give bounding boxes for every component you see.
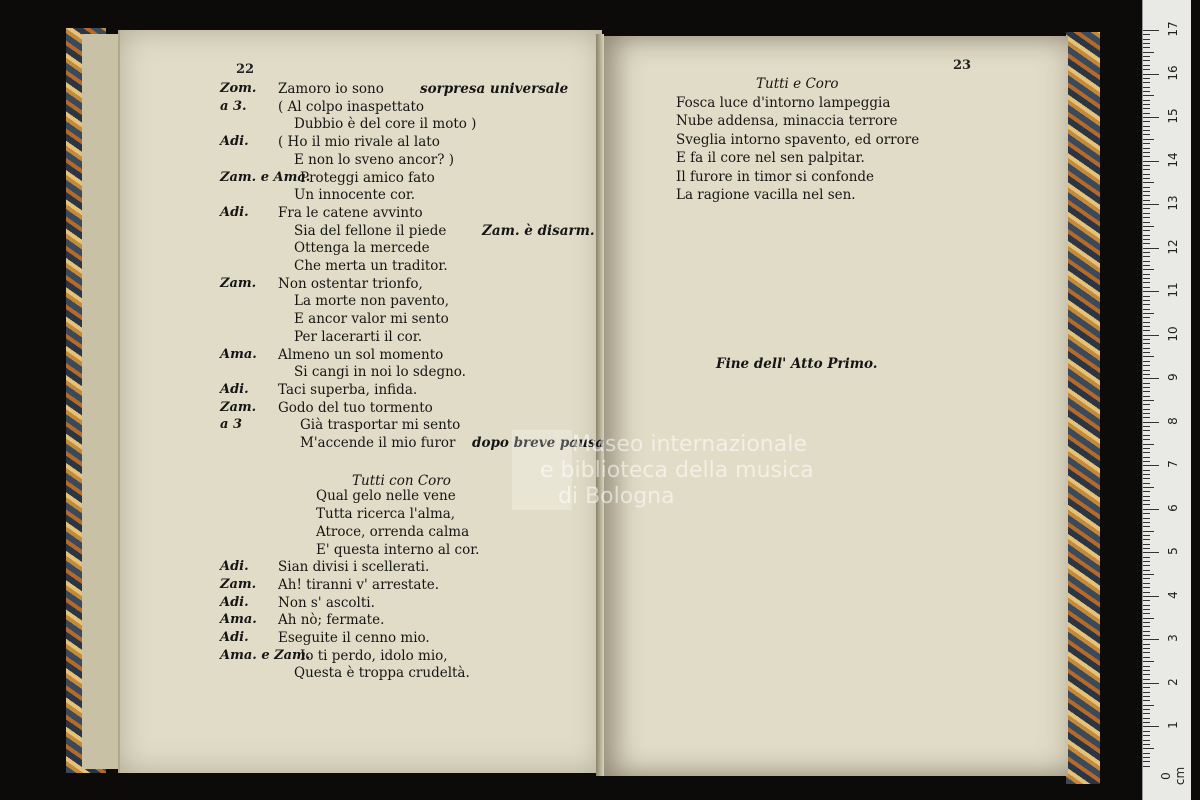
ruler-tick bbox=[1143, 296, 1150, 297]
ruler-tick bbox=[1143, 504, 1150, 505]
ruler-tick bbox=[1143, 174, 1150, 175]
verse-line: Proteggi amico fato bbox=[300, 169, 435, 186]
ruler-tick bbox=[1143, 56, 1150, 57]
ruler-tick bbox=[1143, 195, 1150, 196]
ruler-tick bbox=[1143, 570, 1150, 571]
watermark-line-3: di Bologna bbox=[558, 484, 675, 509]
ruler-tick bbox=[1143, 574, 1154, 575]
ruler-tick bbox=[1143, 587, 1150, 588]
verse-line: Ottenga la mercede bbox=[294, 240, 430, 257]
ruler-tick bbox=[1143, 679, 1150, 680]
speaker-label: a 3 bbox=[220, 417, 242, 433]
ruler-tick bbox=[1143, 457, 1150, 458]
ruler-tick bbox=[1143, 256, 1150, 257]
ruler-tick bbox=[1143, 661, 1154, 662]
ruler-tick bbox=[1143, 317, 1150, 318]
speaker-label: Adi. bbox=[220, 381, 249, 397]
speaker-label: Adi. bbox=[220, 559, 249, 575]
speaker-label: Adi. bbox=[220, 630, 249, 645]
speaker-label: a 3. bbox=[220, 98, 247, 114]
ruler-tick bbox=[1143, 478, 1150, 479]
ruler-number: 15 bbox=[1166, 108, 1180, 124]
verse-line: M'accende il mio furor bbox=[300, 435, 456, 451]
ruler-tick bbox=[1143, 426, 1150, 427]
ruler-tick bbox=[1143, 365, 1150, 366]
ruler-number: 11 bbox=[1166, 282, 1180, 298]
ruler-tick bbox=[1143, 631, 1150, 632]
ruler-tick bbox=[1143, 148, 1150, 149]
ruler-tick bbox=[1143, 213, 1150, 214]
verse-line: E fa il core nel sen palpitar. bbox=[676, 150, 865, 167]
ruler-tick bbox=[1143, 713, 1150, 714]
ruler-tick bbox=[1143, 309, 1150, 310]
ruler-tick bbox=[1143, 518, 1150, 519]
ruler-tick bbox=[1143, 169, 1150, 170]
ruler-tick bbox=[1143, 430, 1150, 431]
ruler-tick bbox=[1143, 39, 1150, 40]
book-gutter bbox=[596, 34, 604, 776]
ruler-tick bbox=[1143, 718, 1150, 719]
ruler-tick bbox=[1143, 740, 1150, 741]
verse-line: Per lacerarti il cor. bbox=[294, 328, 422, 345]
speaker-label: Zam. bbox=[220, 399, 257, 415]
ruler-tick bbox=[1143, 330, 1150, 331]
ruler-tick bbox=[1143, 483, 1150, 484]
ruler-tick bbox=[1143, 204, 1159, 205]
ruler-tick bbox=[1143, 692, 1150, 693]
ruler-tick bbox=[1143, 343, 1150, 344]
ruler-tick bbox=[1143, 522, 1150, 523]
verse-line: Già trasportar mi sento bbox=[300, 417, 461, 434]
ruler-tick bbox=[1143, 409, 1150, 410]
ruler-tick bbox=[1143, 152, 1150, 153]
watermark-line-1: Museo internazionale bbox=[572, 432, 807, 457]
ruler-tick bbox=[1143, 113, 1150, 114]
ruler-tick bbox=[1143, 300, 1150, 301]
ruler-tick bbox=[1143, 544, 1150, 545]
ruler-tick bbox=[1143, 361, 1150, 362]
ruler-tick bbox=[1143, 487, 1154, 488]
ruler-tick bbox=[1143, 100, 1150, 101]
ruler-tick bbox=[1143, 60, 1150, 61]
speaker-label: Adi. bbox=[220, 134, 249, 150]
ruler-tick bbox=[1143, 417, 1150, 418]
ruler-tick bbox=[1143, 30, 1159, 31]
verse-line: Si cangi in noi lo sdegno. bbox=[294, 364, 466, 381]
ruler-tick bbox=[1143, 618, 1154, 619]
ruler-tick bbox=[1143, 735, 1150, 736]
ruler-tick bbox=[1143, 413, 1150, 414]
ruler-tick bbox=[1143, 217, 1150, 218]
end-of-act-text: Fine dell' Atto Primo. bbox=[716, 356, 878, 372]
ruler-tick bbox=[1143, 222, 1150, 223]
ruler-tick bbox=[1143, 278, 1150, 279]
ruler-tick bbox=[1143, 531, 1154, 532]
verse-line: ( Al colpo inaspettato bbox=[278, 98, 425, 115]
ruler-tick bbox=[1143, 187, 1150, 188]
ruler-tick bbox=[1143, 448, 1150, 449]
ruler-tick bbox=[1143, 561, 1150, 562]
ruler-tick bbox=[1143, 726, 1159, 727]
ruler-tick bbox=[1143, 134, 1150, 135]
ruler-tick bbox=[1143, 535, 1150, 536]
ruler-tick bbox=[1143, 387, 1150, 388]
ruler-tick bbox=[1143, 652, 1150, 653]
ruler-tick bbox=[1143, 600, 1150, 601]
ruler-tick bbox=[1143, 391, 1150, 392]
speaker-label: Adi. bbox=[220, 594, 249, 610]
ruler-tick bbox=[1143, 117, 1159, 118]
ruler-tick bbox=[1143, 444, 1154, 445]
ruler-number: 10 bbox=[1166, 326, 1180, 342]
ruler-tick bbox=[1143, 383, 1150, 384]
ruler-tick bbox=[1143, 491, 1150, 492]
ruler-tick bbox=[1143, 165, 1150, 166]
ruler-tick bbox=[1143, 470, 1150, 471]
ruler-tick bbox=[1143, 539, 1150, 540]
ruler-number: 1 bbox=[1166, 721, 1180, 730]
ruler-tick bbox=[1143, 126, 1150, 127]
ruler-tick bbox=[1143, 348, 1150, 349]
ruler-tick bbox=[1143, 753, 1150, 754]
verse-line: Non s' ascolti. bbox=[278, 594, 375, 611]
ruler-tick bbox=[1143, 226, 1154, 227]
ruler-tick bbox=[1143, 461, 1150, 462]
ruler-tick bbox=[1143, 78, 1150, 79]
verse-line: Che merta un traditor. bbox=[294, 258, 448, 274]
ruler-tick bbox=[1143, 378, 1159, 379]
speaker-label: Zam. bbox=[220, 275, 257, 291]
ruler-number: 17 bbox=[1166, 21, 1180, 37]
speaker-label: Adi. bbox=[220, 204, 249, 220]
ruler-tick bbox=[1143, 761, 1150, 762]
ruler-tick bbox=[1143, 700, 1150, 701]
ruler-tick bbox=[1143, 513, 1150, 514]
stage-direction: sorpresa universale bbox=[420, 81, 569, 97]
ruler-number: 6 bbox=[1166, 504, 1180, 512]
ruler-number: 13 bbox=[1166, 195, 1180, 211]
ruler-tick bbox=[1143, 95, 1154, 96]
ruler-tick bbox=[1143, 130, 1150, 131]
ruler-tick bbox=[1143, 596, 1159, 597]
verse-line: Zamoro io sono bbox=[278, 81, 384, 97]
ruler-tick bbox=[1143, 161, 1159, 162]
verse-line: Almeno un sol momento bbox=[278, 346, 444, 363]
ruler-tick bbox=[1143, 356, 1154, 357]
ruler-tick bbox=[1143, 143, 1150, 144]
ruler-tick bbox=[1143, 626, 1150, 627]
ruler-tick bbox=[1143, 269, 1154, 270]
ruler-tick bbox=[1143, 635, 1150, 636]
ruler-tick bbox=[1143, 422, 1159, 423]
verse-line: Fosca luce d'intorno lampeggia bbox=[676, 95, 891, 111]
ruler-tick bbox=[1143, 639, 1159, 640]
ruler-number: 2 bbox=[1166, 678, 1180, 686]
ruler-tick bbox=[1143, 182, 1154, 183]
chorus-heading-left: Tutti con Coro bbox=[352, 473, 451, 489]
ruler-tick bbox=[1143, 339, 1150, 340]
ruler-tick bbox=[1143, 252, 1150, 253]
ruler-tick bbox=[1143, 326, 1150, 327]
ruler-tick bbox=[1143, 43, 1150, 44]
ruler-tick bbox=[1143, 139, 1154, 140]
measurement-ruler bbox=[1142, 0, 1191, 800]
ruler-number: 14 bbox=[1166, 151, 1180, 168]
verse-line: Eseguite il cenno mio. bbox=[278, 630, 430, 646]
verse-line: Sian divisi i scellerati. bbox=[278, 559, 430, 576]
ruler-tick bbox=[1143, 47, 1150, 48]
ruler-tick bbox=[1143, 274, 1150, 275]
ruler-tick bbox=[1143, 439, 1150, 440]
ruler-number: 5 bbox=[1166, 547, 1180, 556]
verse-line: Qual gelo nelle vene bbox=[316, 488, 456, 505]
verse-line: Io ti perdo, idolo mio, bbox=[300, 647, 448, 664]
stage-direction: dopo breve pausa bbox=[472, 435, 605, 451]
ruler-number: 4 bbox=[1166, 591, 1180, 599]
ruler-tick bbox=[1143, 578, 1150, 579]
ruler-tick bbox=[1143, 322, 1150, 323]
verse-line: ( Ho il mio rivale al lato bbox=[278, 134, 440, 151]
ruler-tick bbox=[1143, 34, 1150, 35]
verse-line: La ragione vacilla nel sen. bbox=[676, 187, 856, 203]
ruler-tick bbox=[1143, 304, 1150, 305]
ruler-tick bbox=[1143, 52, 1154, 53]
ruler-number: 3 bbox=[1166, 634, 1180, 643]
verse-line: Godo del tuo tormento bbox=[278, 399, 433, 416]
ruler-tick bbox=[1143, 609, 1150, 610]
chorus-heading-right: Tutti e Coro bbox=[756, 76, 839, 92]
ruler-tick bbox=[1143, 235, 1150, 236]
ruler-tick bbox=[1143, 243, 1150, 244]
verse-line: E' questa interno al cor. bbox=[316, 541, 480, 558]
verse-line: Ah! tiranni v' arrestate. bbox=[278, 576, 440, 593]
ruler-tick bbox=[1143, 552, 1159, 553]
ruler-tick bbox=[1143, 104, 1150, 105]
speaker-label: Ama. e Zam. bbox=[220, 647, 311, 663]
ruler-tick bbox=[1143, 156, 1150, 157]
ruler-tick bbox=[1143, 291, 1159, 292]
ruler-tick bbox=[1143, 565, 1150, 566]
ruler-tick bbox=[1143, 657, 1150, 658]
ruler-tick bbox=[1143, 121, 1150, 122]
ruler-tick bbox=[1143, 666, 1150, 667]
verse-line: Non ostentar trionfo, bbox=[278, 275, 423, 292]
ruler-tick bbox=[1143, 65, 1150, 66]
verse-line: Dubbio è del core il moto ) bbox=[294, 116, 477, 133]
ruler-tick bbox=[1143, 396, 1150, 397]
speaker-label: Ama. bbox=[220, 612, 257, 628]
ruler-tick bbox=[1143, 191, 1150, 192]
ruler-tick bbox=[1143, 465, 1159, 466]
watermark-line-2: e biblioteca della musica bbox=[540, 458, 814, 483]
ruler-tick bbox=[1143, 583, 1150, 584]
ruler-tick bbox=[1143, 261, 1150, 262]
ruler-tick bbox=[1143, 87, 1150, 88]
ruler-tick bbox=[1143, 705, 1154, 706]
ruler-tick bbox=[1143, 557, 1150, 558]
verse-line: Taci superba, infida. bbox=[278, 381, 418, 398]
verse-line: Ah nò; fermate. bbox=[278, 612, 385, 629]
verse-line: Nube addensa, minaccia terrore bbox=[676, 113, 898, 130]
ruler-tick bbox=[1143, 696, 1150, 697]
ruler-tick bbox=[1143, 509, 1159, 510]
ruler-tick bbox=[1143, 500, 1150, 501]
speaker-label: Zam. e Ama. bbox=[220, 169, 311, 185]
book-cover-right bbox=[1066, 32, 1100, 784]
ruler-tick bbox=[1143, 474, 1150, 475]
ruler-tick bbox=[1143, 622, 1150, 623]
ruler-number: 16 bbox=[1166, 64, 1180, 81]
ruler-tick bbox=[1143, 744, 1150, 745]
ruler-tick bbox=[1143, 648, 1150, 649]
ruler-tick bbox=[1143, 400, 1154, 401]
speaker-label: Zom. bbox=[220, 81, 257, 96]
verse-line: Fra le catene avvinto bbox=[278, 204, 423, 221]
ruler-tick bbox=[1143, 731, 1150, 732]
ruler-tick bbox=[1143, 178, 1150, 179]
verse-line: Questa è troppa crudeltà. bbox=[294, 665, 470, 682]
right-page-number: 23 bbox=[953, 58, 972, 73]
ruler-tick bbox=[1143, 248, 1159, 249]
ruler-tick bbox=[1143, 722, 1150, 723]
ruler-number: 12 bbox=[1166, 239, 1180, 255]
stage-direction: Zam. è disarm. bbox=[482, 222, 595, 239]
ruler-tick bbox=[1143, 605, 1150, 606]
ruler-tick bbox=[1143, 230, 1150, 231]
speaker-label: Zam. bbox=[220, 576, 257, 592]
verse-line: La morte non pavento, bbox=[294, 293, 450, 310]
speaker-label: Ama. bbox=[220, 346, 257, 362]
ruler-tick bbox=[1143, 352, 1150, 353]
ruler-tick bbox=[1143, 265, 1150, 266]
verse-line: Atroce, orrenda calma bbox=[316, 523, 470, 540]
ruler-tick bbox=[1143, 435, 1150, 436]
ruler-tick bbox=[1143, 404, 1150, 405]
left-page-number: 22 bbox=[236, 62, 255, 77]
ruler-tick bbox=[1143, 526, 1150, 527]
ruler-tick bbox=[1143, 644, 1150, 645]
ruler-tick bbox=[1143, 670, 1150, 671]
verse-line: E non lo sveno ancor? ) bbox=[294, 151, 455, 168]
ruler-number: 8 bbox=[1166, 416, 1180, 425]
ruler-tick bbox=[1143, 613, 1150, 614]
ruler-tick bbox=[1143, 287, 1150, 288]
ruler-tick bbox=[1143, 82, 1150, 83]
ruler-tick bbox=[1143, 674, 1150, 675]
verse-line: Sveglia intorno spavento, ed orrore bbox=[676, 131, 920, 148]
ruler-tick bbox=[1143, 592, 1150, 593]
ruler-tick bbox=[1143, 766, 1150, 767]
ruler-number: 0 cm bbox=[1159, 766, 1187, 786]
ruler-tick bbox=[1143, 91, 1150, 92]
ruler-tick bbox=[1143, 374, 1150, 375]
ruler-tick bbox=[1143, 69, 1150, 70]
ruler-number: 9 bbox=[1166, 373, 1180, 382]
ruler-tick bbox=[1143, 496, 1150, 497]
verse-line: Tutta ricerca l'alma, bbox=[316, 506, 456, 523]
ruler-tick bbox=[1143, 200, 1150, 201]
ruler-tick bbox=[1143, 239, 1150, 240]
ruler-tick bbox=[1143, 313, 1154, 314]
ruler-tick bbox=[1143, 108, 1150, 109]
verse-line: E ancor valor mi sento bbox=[294, 311, 449, 328]
ruler-tick bbox=[1143, 335, 1159, 336]
ruler-tick bbox=[1143, 452, 1150, 453]
ruler-tick bbox=[1143, 757, 1150, 758]
ruler-number: 7 bbox=[1166, 460, 1180, 469]
ruler-tick bbox=[1143, 74, 1159, 75]
ruler-tick bbox=[1143, 748, 1154, 749]
ruler-tick bbox=[1143, 709, 1150, 710]
ruler-tick bbox=[1143, 370, 1150, 371]
verse-line: Sia del fellone il piede bbox=[294, 222, 447, 239]
ruler-tick bbox=[1143, 208, 1150, 209]
ruler-tick bbox=[1143, 548, 1150, 549]
verse-line: Un innocente cor. bbox=[294, 187, 416, 204]
verse-line: Il furore in timor si confonde bbox=[676, 168, 875, 185]
ruler-tick bbox=[1143, 683, 1159, 684]
ruler-tick bbox=[1143, 282, 1150, 283]
ruler-tick bbox=[1143, 687, 1150, 688]
